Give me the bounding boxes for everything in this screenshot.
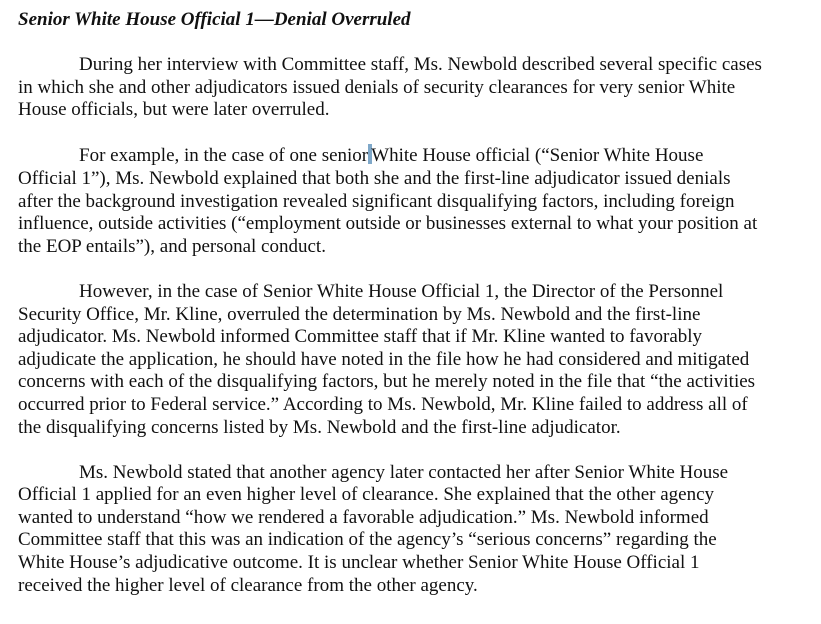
text-segment: White House official (“Senior White House: [371, 145, 704, 167]
text-line: concerns with each of the disqualifying factors, but he merely noted in the file that “the activities: [18, 371, 756, 393]
text-line: after the background investigation revealed significant disqualifying factors, including foreign: [18, 190, 735, 212]
text-line: received the higher level of clearance from the other agency.: [18, 574, 478, 596]
text-line: the EOP entails”), and personal conduct.: [18, 235, 326, 257]
text-line: Official 1”), Ms. Newbold explained that both she and the first-line adjudicator issued denials: [18, 167, 731, 189]
paragraph-interview: [18, 54, 818, 122]
text-line: Official 1 applied for an even higher level of clearance. She explained that the other agency: [18, 484, 715, 506]
paragraph-overruled: [18, 281, 818, 439]
text-line: influence, outside activities (“employment outside or businesses external to what your position at: [18, 213, 758, 235]
text-line: Ms. Newbold stated that another agency later contacted her after Senior White House: [79, 461, 729, 483]
text-line: occurred prior to Federal service.” According to Ms. Newbold, Mr. Kline failed to address all of: [18, 393, 748, 415]
section-heading: Senior White House Official 1—Denial Overruled: [18, 9, 411, 30]
text-line: the disqualifying concerns listed by Ms. Newbold and the first-line adjudicator.: [18, 416, 621, 438]
text-line: White House’s adjudicative outcome. It is unclear whether Senior White House Official 1: [18, 552, 700, 574]
document-page: [18, 8, 818, 620]
text-line: adjudicate the application, he should have noted in the file how he had considered and mitigated: [18, 348, 750, 370]
text-line: House officials, but were later overruled.: [18, 99, 330, 121]
text-line: adjudicator. Ms. Newbold informed Committee staff that if Mr. Kline wanted to favorably: [18, 326, 703, 348]
paragraph-example: [18, 144, 818, 258]
text-line: During her interview with Committee staff, Ms. Newbold described several specific cases: [79, 54, 762, 75]
text-line: Security Office, Mr. Kline, overruled the determination by Ms. Newbold and the first-line: [18, 303, 701, 325]
text-line: However, in the case of Senior White House Official 1, the Director of the Personnel: [79, 280, 724, 302]
paragraph-other-agency: [18, 462, 818, 598]
text-line: Committee staff that this was an indication of the agency’s “serious concerns” regarding the: [18, 529, 717, 551]
text-line: wanted to understand “how we rendered a favorable adjudication.” Ms. Newbold informed: [18, 506, 709, 528]
text-line-with-cursor: [18, 144, 818, 168]
text-line: in which she and other adjudicators issued denials of security clearances for very senior White: [18, 76, 736, 98]
text-segment: For example, in the case of one senior: [79, 145, 369, 167]
